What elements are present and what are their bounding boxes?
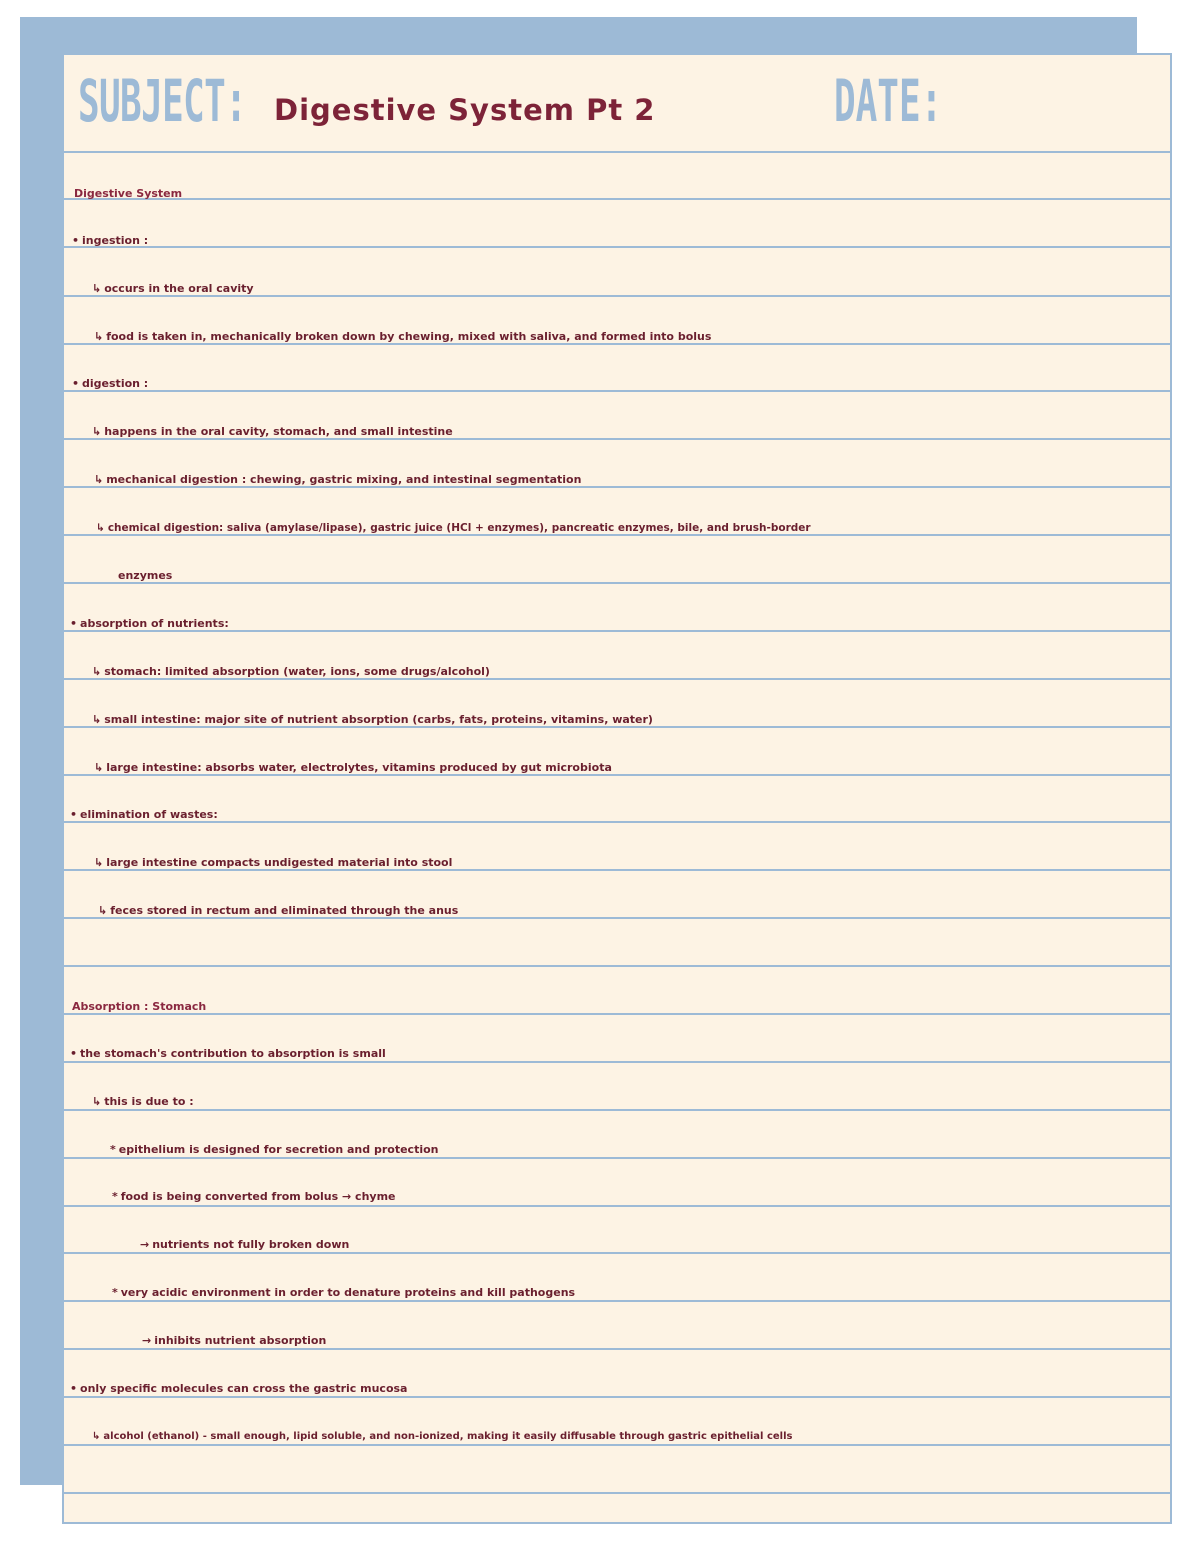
sub-arrow-icon: ↳	[96, 522, 105, 534]
ruled-line	[64, 1492, 1170, 1494]
note-text: small intestine: major site of nutrient absorption (carbs, fats, proteins, vitamins, water)	[104, 713, 653, 726]
note-text: the stomach's contribution to absorption is small	[80, 1047, 386, 1060]
note-absorption-item	[92, 712, 653, 728]
note-stomach-reason	[112, 1189, 396, 1205]
note-stomach	[70, 1381, 407, 1397]
ruled-line	[64, 1205, 1170, 1207]
note-digestion-item	[92, 424, 453, 440]
ruled-line	[64, 198, 1170, 200]
note-text: food is being converted from bolus → chyme	[120, 1190, 396, 1203]
note-text: very acidic environment in order to denature proteins and kill pathogens	[120, 1286, 576, 1299]
bullet-icon: •	[70, 1382, 78, 1395]
ruled-line	[64, 582, 1170, 584]
arrow-icon: →	[142, 1334, 152, 1347]
note-text: ingestion :	[82, 234, 149, 247]
star-icon: *	[110, 1143, 116, 1156]
bullet-icon: •	[70, 1047, 78, 1060]
date-label: DATE:	[834, 67, 943, 135]
note-stomach-reason	[110, 1142, 438, 1158]
sub-arrow-icon: ↳	[94, 473, 104, 486]
note-absorption-item	[94, 760, 612, 776]
ruled-line	[64, 630, 1170, 632]
note-stomach-item	[92, 1429, 792, 1445]
note-digestion-item	[94, 472, 581, 488]
sub-arrow-icon: ↳	[92, 282, 102, 295]
note-text: absorption of nutrients:	[80, 617, 229, 630]
subject-value: Digestive System Pt 2	[274, 93, 656, 127]
note-text: happens in the oral cavity, stomach, and small intestine	[104, 425, 453, 438]
note-elimination-item	[94, 855, 452, 871]
star-icon: *	[112, 1286, 118, 1299]
note-text: alcohol (ethanol) - small enough, lipid soluble, and non-ionized, making it easily diffusable through gastric epithelial cells	[103, 1431, 793, 1442]
note-stomach-reason	[112, 1285, 575, 1301]
section-heading-digestive-system: Digestive System	[74, 187, 183, 200]
star-icon: *	[112, 1190, 118, 1203]
bullet-icon: •	[72, 377, 80, 390]
note-text: elimination of wastes:	[80, 808, 218, 821]
note-elimination	[70, 807, 218, 823]
note-absorption	[70, 616, 229, 632]
sub-arrow-icon: ↳	[92, 1095, 102, 1108]
note-text: occurs in the oral cavity	[104, 282, 254, 295]
note-text: this is due to :	[104, 1095, 194, 1108]
arrow-icon: →	[140, 1238, 150, 1251]
note-ingestion	[72, 233, 148, 249]
note-text: large intestine compacts undigested material into stool	[106, 856, 453, 869]
note-text: large intestine: absorbs water, electrolytes, vitamins produced by gut microbiota	[106, 761, 612, 774]
bullet-icon: •	[70, 808, 78, 821]
note-text: chemical digestion: saliva (amylase/lipase), gastric juice (HCl + enzymes), pancreatic enzymes, bile, and brush-border	[107, 522, 811, 534]
note-absorption-item	[92, 664, 490, 680]
bullet-icon: •	[72, 234, 80, 247]
note-text: only specific molecules can cross the gastric mucosa	[80, 1382, 408, 1395]
ruled-line	[64, 821, 1170, 823]
section-heading-absorption-stomach: Absorption : Stomach	[72, 1000, 207, 1013]
sub-arrow-icon: ↳	[94, 856, 104, 869]
ruled-line	[64, 965, 1170, 967]
bullet-icon: •	[70, 617, 78, 630]
note-stomach-item	[92, 1094, 194, 1110]
note-text: food is taken in, mechanically broken down by chewing, mixed with saliva, and formed into bolus	[106, 330, 712, 343]
note-text: feces stored in rectum and eliminated through the anus	[110, 904, 459, 917]
note-text: mechanical digestion : chewing, gastric mixing, and intestinal segmentation	[106, 473, 582, 486]
note-digestion	[72, 376, 148, 392]
sub-arrow-icon: ↳	[92, 425, 102, 438]
note-stomach-detail	[142, 1333, 326, 1349]
sub-arrow-icon: ↳	[94, 330, 104, 343]
note-elimination-item	[98, 903, 458, 919]
note-text: digestion :	[82, 377, 149, 390]
note-stomach-detail	[140, 1237, 349, 1253]
note-text: epithelium is designed for secretion and protection	[118, 1143, 439, 1156]
note-ingestion-item	[92, 281, 254, 297]
subject-label: SUBJECT:	[78, 67, 247, 135]
sub-arrow-icon: ↳	[92, 1431, 101, 1442]
note-digestion-item	[96, 520, 811, 536]
notebook-page	[62, 53, 1172, 1524]
page-header	[64, 55, 1170, 153]
sub-arrow-icon: ↳	[98, 904, 108, 917]
note-text: nutrients not fully broken down	[152, 1238, 350, 1251]
sub-arrow-icon: ↳	[92, 713, 102, 726]
ruled-line	[64, 246, 1170, 248]
note-ingestion-item	[94, 329, 711, 345]
sub-arrow-icon: ↳	[92, 665, 102, 678]
note-text: inhibits nutrient absorption	[154, 1334, 327, 1347]
note-stomach	[70, 1046, 386, 1062]
ruled-line	[64, 390, 1170, 392]
ruled-line	[64, 151, 1170, 153]
sub-arrow-icon: ↳	[94, 761, 104, 774]
ruled-line	[64, 1109, 1170, 1111]
note-text: stomach: limited absorption (water, ions, some drugs/alcohol)	[104, 665, 490, 678]
note-digestion-item-continued: enzymes	[118, 569, 173, 582]
ruled-line	[64, 1013, 1170, 1015]
